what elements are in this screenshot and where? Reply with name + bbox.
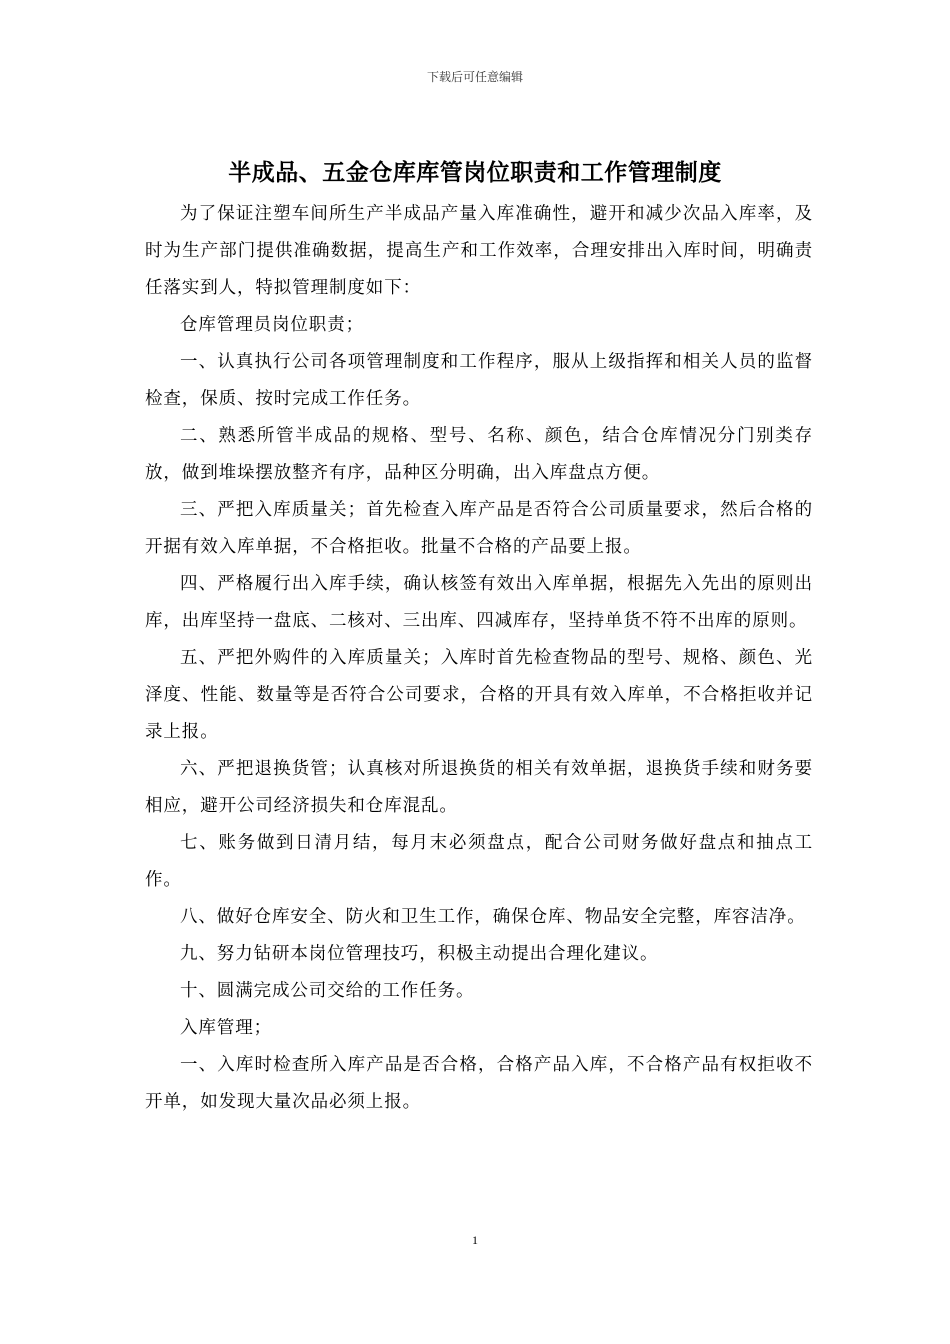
document-body <box>145 196 813 1121</box>
duty-item-7: 七、账务做到日清月结，每月末必须盘点，配合公司财务做好盘点和抽点工作。 <box>145 833 813 890</box>
duty-item-4: 四、严格履行出入库手续，确认核签有效出入库单据，根据先入先出的原则出库，出库坚持一盘底、二核对、三出库、四减库存，坚持单货不符不出库的原则。 <box>145 574 813 631</box>
duty-item-2: 二、熟悉所管半成品的规格、型号、名称、颜色，结合仓库情况分门别类存放，做到堆垛摆放整齐有序，品种区分明确，出入库盘点方便。 <box>145 426 813 483</box>
duty-item-3: 三、严把入库质量关；首先检查入库产品是否符合公司质量要求，然后合格的开据有效入库单据，不合格拒收。批量不合格的产品要上报。 <box>145 500 813 557</box>
paragraph-intro: 为了保证注塑车间所生产半成品产量入库准确性，避开和减少次品入库率，及时为生产部门提供准确数据，提高生产和工作效率，合理安排出入库时间，明确责任落实到人，特拟管理制度如下： <box>145 204 813 298</box>
duty-item-6: 六、严把退换货管；认真核对所退换货的相关有效单据，退换货手续和财务要相应，避开公司经济损失和仓库混乱。 <box>145 759 813 816</box>
section-heading-inbound: 入库管理； <box>180 1018 272 1038</box>
page-header-note: 下载后可任意编辑 <box>426 70 523 84</box>
duty-item-8: 八、做好仓库安全、防火和卫生工作，确保仓库、物品安全完整，库容洁净。 <box>180 907 806 927</box>
duty-item-10: 十、圆满完成公司交给的工作任务。 <box>180 981 475 1001</box>
duty-item-1: 一、认真执行公司各项管理制度和工作程序，服从上级指挥和相关人员的监督检查，保质、按时完成工作任务。 <box>145 352 813 409</box>
page-number: 1 <box>472 1233 478 1247</box>
section-heading-duties: 仓库管理员岗位职责； <box>180 315 364 335</box>
document-title: 半成品、五金仓库库管岗位职责和工作管理制度 <box>228 160 722 186</box>
duty-item-5: 五、严把外购件的入库质量关；入库时首先检查物品的型号、规格、颜色、光泽度、性能、数量等是否符合公司要求，合格的开具有效入库单，不合格拒收并记录上报。 <box>145 648 813 742</box>
duty-item-9: 九、努力钻研本岗位管理技巧，积极主动提出合理化建议。 <box>180 944 659 964</box>
inbound-item-1: 一、入库时检查所入库产品是否合格，合格产品入库，不合格产品有权拒收不开单，如发现大量次品必须上报。 <box>145 1055 813 1112</box>
